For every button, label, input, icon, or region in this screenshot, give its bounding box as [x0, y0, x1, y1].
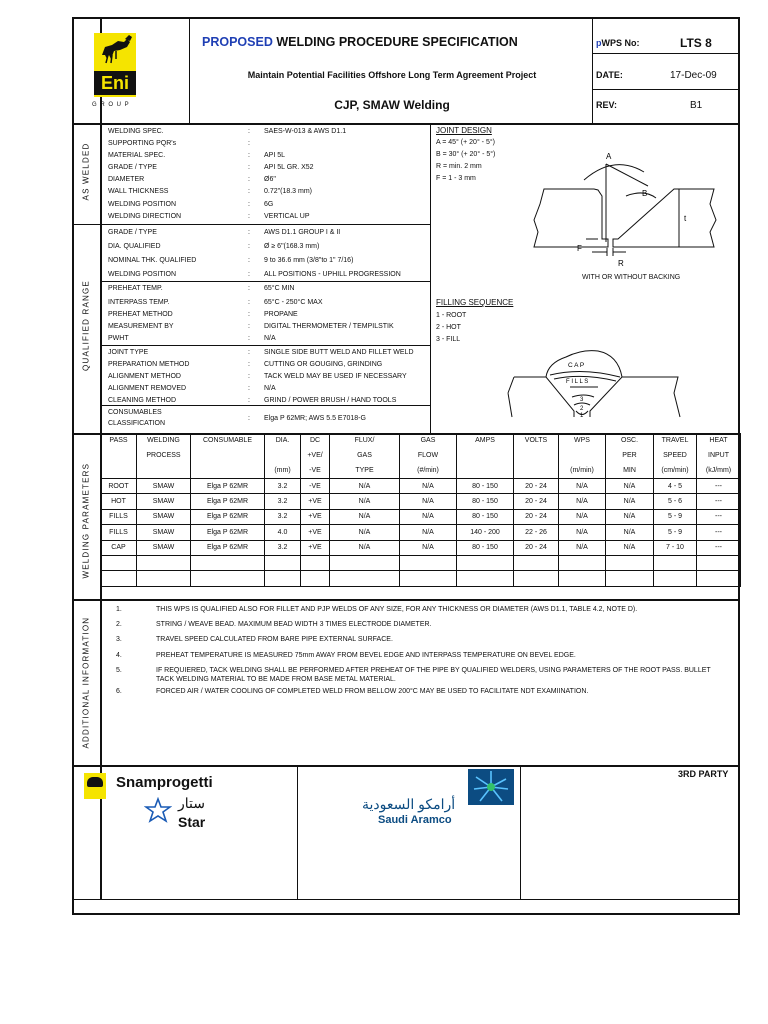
pwps-value: LTS 8: [680, 36, 712, 50]
joint-design-line: R = min. 2 mm: [436, 163, 482, 170]
date-value: 17-Dec-09: [670, 70, 717, 81]
wps-sheet: Eni G R O U P PROPOSED WELDING PROCEDURE SPECIFICATION Maintain Potential Facilities Offshore Long Term Agreement Project CJP, SMAW Welding pWPS No: LTS 8 DATE: 17-Dec-09 REV: B1 AS WELDED QUALIFIED RANGE WELDING SPEC. : SAES-W-013 & AWS D1.1 SUPPORTING PQR's : MATERIAL SPEC. : API 5L GRADE / TYPE : API 5L GR. X52 DIAMETER : Ø6" WALL THICKNESS : 0.72"(18.3 mm) WELDING POSITION : 6G WELDING DIRECTION : VERTICAL UP GRADE / TYPE : AWS D1.1 GROUP I & II DIA. QUALIFIED : Ø ≥ 6"(168.3 mm) NOMINAL THK. QUALIFIED : 9 to 36.6 mm (3/8"to 1" 7/16) WELDING POSITION : ALL POSITIONS - UPHILL PROGRESSION PREHEAT TEMP. : 65°C MIN INTERPASS TEMP. : 65°C - 250°C MAX PREHEAT METHOD : PROPANE MEASUREMENT BY : DIGITAL THERMOMETER / TEMPILSTIK PWHT : N/A JOINT TYPE : SINGLE SIDE BUTT WELD AND FILLET WELD PREPARATION METHOD : CUTTING OR GOUGING, GRINDING ALIGNMENT METHOD : TACK WELD MAY BE USED IF NECESSARY ALIGNMENT REMOVED : N/A CLEANING METHOD : GRIND / POWER BRUSH / HAND TOOLS CONSUMABLES CLASSIFICATION : Elga P 62MR; AWS 5.5 E7018-G JOINT DESIGN A = 45° (+ 20° - 5°) B = 30° (+ 20° - 5°) R = min. 2 mm F = 1 - 3 mm A B t F R WITH OR WITHOUT BACKING FILLING SEQUENCE 1 - ROOT 2 - HOT 3 - FILL C A P F I L L S 3 2 1 WELDING PARAMETERS PASS WELDING CONSUMABLE DIA. DC FLUX/ GAS AMPS VOLTS WPS OSC. TRAVEL HEAT PROCESS +VE/ GAS FLOW PER SPEED INPUT (mm) -VE TYPE (#/min) (m/min) MIN (cm/min) (kJ/mm) ROOT SMAW Elga P 62MR 3.2 -VE N/A N/A 80 - 150 20 - 24 N/A N/A 4 - 5 --- HOT SMAW Elga P 62MR 3.2 +VE N/A N/A 80 - 150 20 - 24 N/A N/A 5 - 6 --- FILLS SMAW Elga P 62MR 3.2 +VE N/A N/A 80 - 150 20 - 24 N/A N/A 5 - 9 --- FILLS SMAW Elga P 62MR 4.0 +VE N/A N/A 140 - 200 22 - 26 N/A N/A 5 - 9 --- CAP SMAW Elga P 62MR 3.2 +VE N/A N/A 80 - 150 20 - 24 N/A N/A 7 - 10 --- ADDITIONAL INFORMATION 1. THIS WPS IS QUALIFIED ALSO FOR FILLET AND PJP WELDS OF ANY SIZE, FOR ANY THICKNESS OR DIAMETER (AWS D1.1, TABLE 4.2, NOTE D). 2. STRING / WEAVE BEAD. MAXIMUM BEAD WIDTH 3 TIMES ELECTRODE DIAMETER. 3. TRAVEL SPEED CALCULATED FROM BARE PIPE EXTERNAL SURFACE. 4. PREHEAT TEMPERATURE IS MEASURED 75mm AWAY FROM BEVEL EDGE AND INTERPASS TEMPERATURE ON BEVEL EDGE. 5. IF REQUIERED, TACK WELDING SHALL BE PERFORMED AFTER PREHEAT OF THE PIPE BY QUALIFIED WELDERS, USING PARAMETERS OF THE ROOT PASS. BULLET TACK WELDING MATERIAL TO BE MADE FROM BASE METAL MATERIAL. 6. FORCED AIR / WATER COOLING OF COMPLETED WELD FROM BELLOW 200°C MAY BE USED TO FACILITATE NDT EXAMIINATION. Snamprogetti ستار Star أرامكو السعودية Saudi Aramco 3RD PARTY: [72, 17, 740, 915]
aramco-logo-icon: [468, 769, 514, 805]
pwps-label: pWPS No:: [596, 38, 640, 48]
param-row: WELDING DIRECTION : VERTICAL UP: [108, 213, 310, 220]
label-r: R: [618, 259, 624, 268]
param-row: ALIGNMENT METHOD : TACK WELD MAY BE USED IF NECESSARY: [108, 373, 407, 380]
filling-line: 2 - HOT: [436, 324, 461, 331]
eni-group-label: G R O U P: [92, 102, 130, 108]
pass-2-label: 2: [580, 406, 584, 412]
joint-design-line: F = 1 - 3 mm: [436, 175, 476, 182]
page-title: [202, 35, 582, 49]
joint-design-caption: WITH OR WITHOUT BACKING: [582, 274, 681, 281]
param-row: WALL THICKNESS : 0.72"(18.3 mm): [108, 188, 313, 195]
table-header-row: (mm) -VE TYPE (#/min) (m/min) MIN (cm/min) (kJ/mm): [101, 463, 741, 479]
star-arabic: ستار: [178, 795, 205, 811]
joint-design-line: A = 45° (+ 20° - 5°): [436, 139, 495, 146]
group-divider: [100, 345, 430, 346]
header-divider: [592, 89, 740, 90]
param-row: MATERIAL SPEC. : API 5L: [108, 152, 286, 159]
table-row: ROOT SMAW Elga P 62MR 3.2 -VE N/A N/A 80 - 150 20 - 24 N/A N/A 4 - 5 ---: [101, 479, 741, 494]
param-row: MEASUREMENT BY : DIGITAL THERMOMETER / TEMPILSTIK: [108, 323, 394, 330]
table-row: HOT SMAW Elga P 62MR 3.2 +VE N/A N/A 80 - 150 20 - 24 N/A N/A 5 - 6 ---: [101, 494, 741, 509]
snamprogetti-logo: [84, 773, 106, 799]
param-row: DIAMETER : Ø6": [108, 176, 276, 183]
param-row: INTERPASS TEMP. : 65°C - 250°C MAX: [108, 299, 323, 306]
classification-label: CLASSIFICATION: [108, 420, 166, 427]
dog-icon: [87, 777, 103, 787]
rev-value: B1: [690, 100, 703, 111]
section-divider: [74, 765, 740, 767]
footer-bottom-line: [74, 899, 740, 900]
param-row: PREPARATION METHOD : CUTTING OR GOUGING, GRINDING: [108, 361, 383, 368]
param-row: WELDING POSITION : ALL POSITIONS - UPHILL PROGRESSION: [108, 271, 401, 278]
eni-wordmark: Eni: [94, 71, 136, 95]
fills-label: F I L L S: [566, 379, 589, 385]
param-row: WELDING SPEC. : SAES-W-013 & AWS D1.1: [108, 128, 347, 135]
column-divider: [430, 124, 431, 435]
star-name: Star: [178, 814, 206, 830]
aramco-arabic: أرامكو السعودية: [362, 796, 456, 812]
snamprogetti-name: Snamprogetti: [116, 774, 213, 791]
consumables-label: CONSUMABLES: [108, 409, 162, 416]
joint-design-title: JOINT DESIGN: [436, 126, 492, 135]
header-divider: [592, 53, 740, 54]
consumables-colon: :: [248, 415, 250, 422]
section-label-additional-information: ADDITIONAL INFORMATION: [81, 616, 91, 749]
label-b: B: [642, 189, 648, 198]
filling-sequence-diagram: [494, 333, 709, 419]
param-row: PREHEAT METHOD : PROPANE: [108, 311, 298, 318]
title-text: WELDING PROCEDURE SPECIFICATION: [276, 35, 518, 49]
param-row: GRADE / TYPE : AWS D1.1 GROUP I & II: [108, 229, 341, 236]
param-row: DIA. QUALIFIED : Ø ≥ 6"(168.3 mm): [108, 243, 320, 250]
footer-divider: [297, 767, 298, 899]
section-label-welding-parameters: WELDING PARAMETERS: [81, 462, 91, 579]
filling-sequence-title: FILLING SEQUENCE: [436, 298, 514, 307]
welding-parameters-table: [100, 433, 741, 587]
param-row: NOMINAL THK. QUALIFIED : 9 to 36.6 mm (3/8"to 1" 7/16): [108, 257, 354, 264]
rev-label: REV:: [596, 100, 618, 110]
label-a: A: [606, 152, 612, 161]
param-row: PWHT : N/A: [108, 335, 276, 342]
param-row: PREHEAT TEMP. : 65°C MIN: [108, 285, 295, 292]
param-row: ALIGNMENT REMOVED : N/A: [108, 385, 276, 392]
project-name: Maintain Potential Facilities Offshore Long Term Agreement Project: [247, 70, 537, 80]
table-row: [101, 571, 741, 586]
param-row: GRADE / TYPE : API 5L GR. X52: [108, 164, 314, 171]
table-row: FILLS SMAW Elga P 62MR 3.2 +VE N/A N/A 80 - 150 20 - 24 N/A N/A 5 - 9 ---: [101, 509, 741, 524]
table-row: [101, 555, 741, 570]
consumables-value: Elga P 62MR; AWS 5.5 E7018-G: [264, 415, 366, 422]
param-row: SUPPORTING PQR's :: [108, 140, 250, 147]
section-label-qualified-range: QUALIFIED RANGE: [81, 280, 91, 371]
footer-divider: [520, 767, 521, 899]
filling-line: 1 - ROOT: [436, 312, 467, 319]
section-label-as-welded: AS WELDED: [81, 142, 91, 201]
label-t: t: [684, 214, 687, 223]
header-divider: [592, 19, 593, 124]
star-icon: [144, 797, 172, 823]
pass-3-label: 3: [580, 397, 584, 403]
date-label: DATE:: [596, 70, 623, 80]
param-row: WELDING POSITION : 6G: [108, 201, 274, 208]
joint-design-line: B = 30° (+ 20° - 5°): [436, 151, 496, 158]
eni-logo: [94, 33, 136, 97]
label-f: F: [577, 244, 582, 253]
aramco-name: Saudi Aramco: [378, 814, 452, 826]
param-row: CLEANING METHOD : GRIND / POWER BRUSH / HAND TOOLS: [108, 397, 397, 404]
table-row: CAP SMAW Elga P 62MR 3.2 +VE N/A N/A 80 - 150 20 - 24 N/A N/A 7 - 10 ---: [101, 540, 741, 555]
section-divider: [74, 123, 740, 125]
process-title: CJP, SMAW Welding: [334, 98, 450, 112]
param-row: JOINT TYPE : SINGLE SIDE BUTT WELD AND FILLET WELD: [108, 349, 414, 356]
header-divider: [189, 19, 190, 124]
group-divider: [100, 281, 430, 282]
third-party-label: 3RD PARTY: [678, 769, 729, 779]
pass-1-label: 1: [580, 413, 584, 419]
table-row: FILLS SMAW Elga P 62MR 4.0 +VE N/A N/A 140 - 200 22 - 26 N/A N/A 5 - 9 ---: [101, 525, 741, 540]
joint-design-diagram: [514, 144, 724, 284]
section-divider: [74, 599, 740, 601]
filling-line: 3 - FILL: [436, 336, 461, 343]
cap-label: C A P: [568, 362, 585, 369]
table-header-row: PASS WELDING CONSUMABLE DIA. DC FLUX/ GAS AMPS VOLTS WPS OSC. TRAVEL HEAT: [101, 433, 741, 448]
section-divider: [74, 224, 430, 225]
table-header-row: PROCESS +VE/ GAS FLOW PER SPEED INPUT: [101, 448, 741, 463]
six-legged-dog-icon: [94, 33, 136, 73]
proposed-label: PROPOSED: [202, 35, 273, 49]
